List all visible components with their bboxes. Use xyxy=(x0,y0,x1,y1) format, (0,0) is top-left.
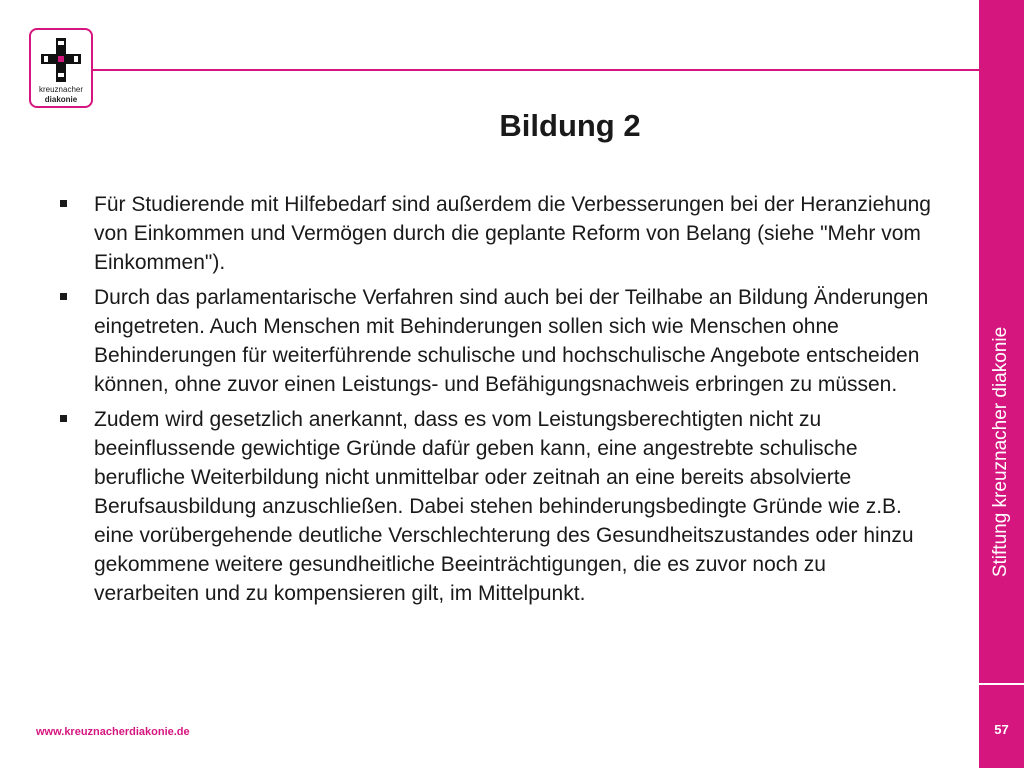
slide-title: Bildung 2 xyxy=(499,108,641,143)
logo xyxy=(29,28,93,108)
header-divider xyxy=(93,69,979,71)
bullet-item xyxy=(58,283,934,399)
square-bullet-icon xyxy=(60,200,67,207)
bullet-item xyxy=(58,405,934,608)
bullet-text: Zudem wird gesetzlich anerkannt, dass es vom Leistungsberechtigten nicht zu beeinflussende gewichtige Gründe dafür geben kann, eine angestrebte schulische berufliche Weiterbildung nicht unmittelbar oder zeitnah an eine bereits absolvierte Berufsausbildung anzuschließen. Dabei stehen behinderungsbedingte Gründe wie z.B. eine vorübergehende deutliche Verschlechterung des Gesundheitszustandes oder hinzu gekommene weitere gesundheitliche Beeinträchtigungen, die es zuvor noch zu verarbeiten und zu kompensieren gilt, im Mittelpunkt. xyxy=(94,408,914,605)
square-bullet-icon xyxy=(60,415,67,422)
footer-url-link[interactable]: www.kreuznacherdiakonie.de xyxy=(36,726,190,738)
side-bar-divider xyxy=(979,683,1024,685)
cross-icon xyxy=(40,37,82,83)
square-bullet-icon xyxy=(60,293,67,300)
bullet-item xyxy=(58,190,934,277)
bullet-list xyxy=(58,190,934,614)
bullet-text: Durch das parlamentarische Verfahren sind auch bei der Teilhabe an Bildung Änderungen eingetreten. Auch Menschen mit Behinderungen sollen sich wie Menschen ohne Behinderungen für weiterführende schulische und hochschulische Angebote entscheiden können, ohne zuvor einen Leistungs- und Befähigungsnachweis erbringen zu müssen. xyxy=(94,286,929,396)
page-number: 57 xyxy=(994,722,1009,737)
logo-text-line2: diakonie xyxy=(44,95,78,104)
logo-text-line1: kreuznacher xyxy=(38,85,84,94)
bullet-text: Für Studierende mit Hilfebedarf sind außerdem die Verbesserungen bei der Heranziehung von Einkommen und Vermögen durch die geplante Reform von Belang (siehe "Mehr vom Einkommen"). xyxy=(94,193,931,274)
side-bar-text: Stiftung kreuznacher diakonie xyxy=(990,326,1011,578)
